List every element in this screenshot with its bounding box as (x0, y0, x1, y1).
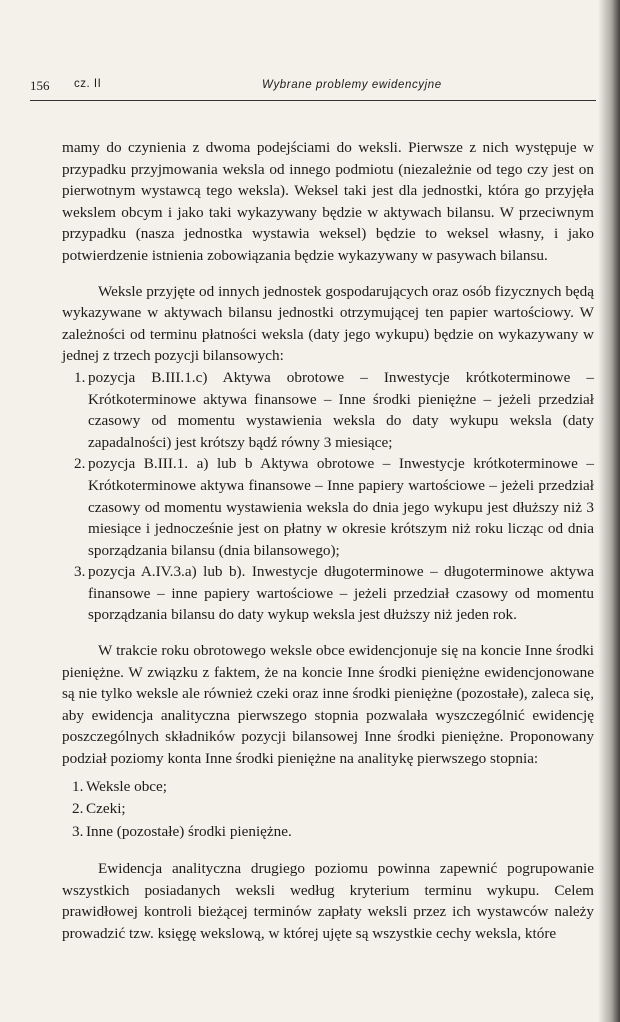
list-item-text: Czeki; (86, 800, 126, 818)
paragraph-4: Ewidencja analityczna drugiego poziomu powinna zapewnić pogrupowanie wszystkich posiadanych weksli według kryterium terminu wykupu. Celem prawidłowej kontroli bieżącej terminów zapłaty weksli przez ich wystawców należy prowadzić tzw. księgę wekslową, w której ujęte są wszystkie cechy weksla, które (62, 860, 594, 942)
list-item-number: 2. (72, 800, 84, 818)
list-item-number: 1. (72, 777, 84, 795)
list-item-text: Weksle obce; (86, 777, 168, 795)
paragraph-2: Weksle przyjęte od innych jednostek gospodarujących oraz osób fizycznych będą wykazywane w aktywach bilansu jednostki otrzymującej ten papier wartościowy. W zależności od terminu płatności weksla (daty jego wykupu) będzie on wykazywany w jednej z trzech pozycji bilansowych: (62, 282, 594, 365)
balance-positions-list (62, 367, 594, 626)
running-title: Wybrane problemy ewidencyjne (262, 79, 442, 91)
page-edge-shadow (598, 0, 620, 1022)
list-item-number: 3. (74, 563, 86, 581)
list-item (62, 776, 594, 799)
list-item-number: 2. (74, 455, 86, 473)
list-item (62, 367, 594, 453)
list-item (62, 453, 594, 561)
analytics-list (62, 776, 594, 844)
running-header (30, 78, 592, 96)
body-text (62, 137, 594, 944)
header-rule (30, 100, 596, 101)
paragraph-3: W trakcie roku obrotowego weksle obce ewidencjonuje się na koncie Inne środki pieniężne. W związku z faktem, że na koncie Inne środki pieniężne ewidencjonowane są nie tylko weksle ale również czeki oraz inne środki pieniężne (pozostałe), zaleca się, aby ewidencja analityczna pierwszego stopnia pozwalała wyszczególnić ewidencję poszczególnych składników pozycji bilansowej Inne środki pieniężne. Proponowany podział poziomy konta Inne środki pieniężne na analitykę pierwszego stopnia: (62, 642, 594, 768)
list-item (62, 561, 594, 626)
list-item-number: 3. (72, 823, 84, 841)
paragraph-1: mamy do czynienia z dwoma podejściami do weksli. Pierwsze z nich występuje w przypadku przyjmowania weksla od innego podmiotu (niezależnie od tego czy jest on pierwotnym wystawcą tego weksla). Weksel taki jest dla jednostki, która go przyjęła wekslem obcym i jako taki wykazywany będzie w aktywach bilansu. W przeciwnym przypadku (nasza jednostka wystawia weksel) będzie to weksel własny, i jako potwierdzenie istnienia zobowiązania będzie wykazywany w pasywach bilansu. (62, 139, 594, 264)
list-item-text: pozycja A.IV.3.a) lub b). Inwestycje długoterminowe – długoterminowe aktywa finansowe – inne papiery wartościowe – jeżeli przedział czasowy od momentu sporządzania bilansu do daty wykup weksla jest dłuższy niż jeden rok. (88, 563, 594, 624)
list-item-number: 1. (74, 368, 86, 386)
list-item-text: pozycja B.III.1. a) lub b Aktywa obrotowe – Inwestycje krótkoterminowe – Krótkoterminowe aktywa finansowe – Inne papiery wartościowe – jeżeli przedział czasowy od momentu wystawienia weksla do dnia jego wykupu jest dłuższy niż 3 miesiące i jednocześnie jest on płatny w okresie krótszym niż roku licząc od dnia sporządzania bilansu (dnia bilansowego); (88, 455, 594, 559)
part-label: cz. II (74, 78, 102, 90)
list-item (62, 798, 594, 821)
page-number: 156 (30, 78, 50, 93)
list-item (62, 821, 594, 844)
list-item-text: pozycja B.III.1.c) Aktywa obrotowe – Inwestycje krótkoterminowe – Krótkoterminowe aktywa finansowe – Inne środki pieniężne – jeżeli przedział czasowy od momentu wystawienia weksla do daty wykupu weksla (daty zapadalności) jest krótszy bądź równy 3 miesiące; (88, 368, 594, 451)
list-item-text: Inne (pozostałe) środki pieniężne. (86, 823, 292, 841)
